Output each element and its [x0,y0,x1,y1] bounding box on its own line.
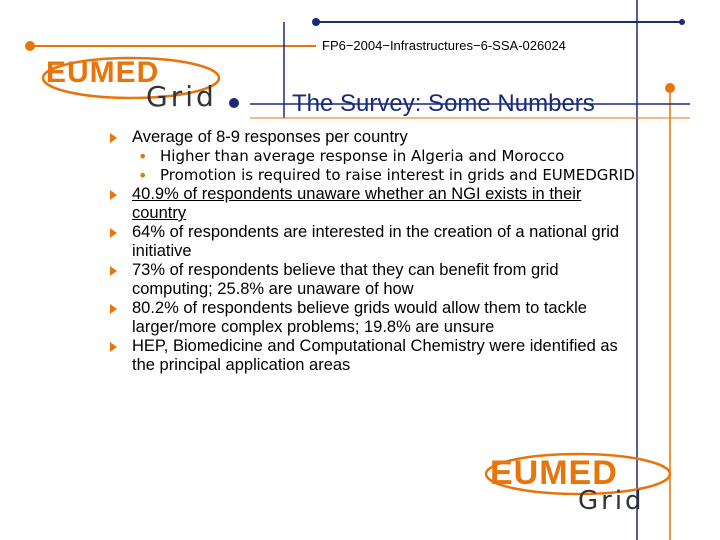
bullet-item [108,128,638,147]
bullet-text: 80.2% of respondents believe grids would allow them to tackle larger/more complex problems; 19.8% are unsure [132,299,587,336]
bullet-arrow-icon [110,304,117,314]
bullet-text: 40.9% of respondents unaware whether an NGI exists in their country [132,185,582,222]
bullet-arrow-icon [110,342,117,352]
sub-bullet-text: Promotion is required to raise interest in grids and EUMEDGRID [160,166,635,184]
logo-eumed-text: EUMED [490,454,618,492]
eumed-grid-logo-bottom [478,448,678,520]
bullet-text: 73% of respondents believe that they can benefit from grid computing; 25.8% are unaware of how [132,261,559,298]
bullet-item [108,185,638,223]
bullet-text: HEP, Biomedicine and Computational Chemistry were identified as the principal application areas [132,337,618,374]
bullet-item [108,223,638,261]
slide-title: The Survey: Some Numbers [292,90,595,117]
logo-eumed-text: EUMED [46,56,160,89]
bullet-arrow-icon [110,266,117,276]
bullet-item [108,337,638,375]
bullet-dot-icon: • [138,147,148,166]
bullet-arrow-icon [110,228,117,238]
bullet-item [108,261,638,299]
bullet-dot-icon: • [138,166,148,185]
bullet-arrow-icon [110,190,117,200]
eumed-grid-logo-top [36,50,246,120]
bullet-text: Average of 8-9 responses per country [132,128,408,146]
logo-grid-text: Grid [146,80,217,113]
sub-bullet-text: Higher than average response in Algeria and Morocco [160,147,565,165]
sub-bullet-item [108,147,638,166]
sub-bullet-item [108,166,638,185]
bullet-item [108,299,638,337]
bullet-list [108,128,638,375]
project-code: FP6−2004−Infrastructures−6-SSA-026024 [322,38,566,53]
bullet-arrow-icon [110,133,117,143]
bullet-text: 64% of respondents are interested in the creation of a national grid initiative [132,223,620,260]
logo-grid-text: Grid [578,486,645,516]
